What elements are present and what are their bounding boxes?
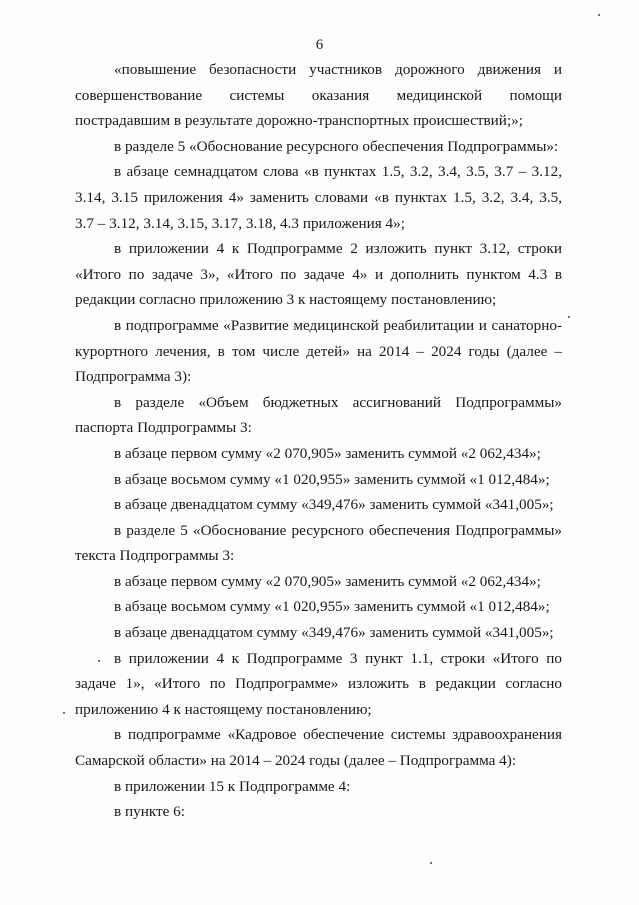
text-line: в разделе 5 «Обоснование ресурсного обеспечения Подпрограммы»: <box>114 137 559 155</box>
text-line: текста Подпрограммы 3: <box>75 547 235 565</box>
text-line: Подпрограмма 3): <box>75 368 192 386</box>
text-line: пострадавшим в результате дорожно-транспортных происшествий;»; <box>75 112 523 130</box>
text-line: Самарской области» на 2014 – 2024 годы (далее – Подпрограмма 4): <box>75 752 517 770</box>
text-line: 3.14, 3.15 приложения 4» заменить словами «в пунктах 1.5, 3.2, 3.4, 3.5, <box>75 188 562 206</box>
document-body <box>75 57 562 825</box>
text-line: в абзаце двенадцатом сумму «349,476» заменить суммой «341,005»; <box>114 496 554 514</box>
scan-speck <box>568 316 570 318</box>
text-line: в абзаце первом сумму «2 070,905» заменить суммой «2 062,434»; <box>114 572 541 590</box>
text-line: в абзаце восьмом сумму «1 020,955» заменить суммой «1 012,484»; <box>114 470 550 488</box>
text-line: в абзаце восьмом сумму «1 020,955» заменить суммой «1 012,484»; <box>114 598 550 616</box>
text-line: в абзаце двенадцатом сумму «349,476» заменить суммой «341,005»; <box>114 624 554 642</box>
text-line: в подпрограмме «Развитие медицинской реабилитации и санаторно- <box>114 316 562 334</box>
text-line: задаче 1», «Итого по Подпрограмме» изложить в редакции согласно <box>75 675 562 693</box>
scan-speck <box>63 712 65 714</box>
text-line: курортного лечения, в том числе детей» на 2014 – 2024 годы (далее – <box>75 342 562 360</box>
text-line: в абзаце первом сумму «2 070,905» заменить суммой «2 062,434»; <box>114 444 541 462</box>
scan-speck <box>598 14 600 16</box>
scan-speck <box>98 660 100 662</box>
text-line: паспорта Подпрограммы 3: <box>75 419 252 437</box>
text-line: приложению 4 к настоящему постановлению; <box>75 700 372 718</box>
text-line: в пункте 6: <box>114 803 185 821</box>
text-line: совершенствование системы оказания медицинской помощи <box>75 86 562 104</box>
text-line: в подпрограмме «Кадровое обеспечение системы здравоохранения <box>114 726 562 744</box>
page-number: 6 <box>315 37 324 53</box>
text-line: 3.7 – 3.12, 3.14, 3.15, 3.17, 3.18, 4.3 приложения 4»; <box>75 214 405 232</box>
text-line: в разделе 5 «Обоснование ресурсного обеспечения Подпрограммы» <box>114 521 562 539</box>
text-line: в приложении 15 к Подпрограмме 4: <box>114 777 351 795</box>
text-line: в абзаце семнадцатом слова «в пунктах 1.5, 3.2, 3.4, 3.5, 3.7 – 3.12, <box>114 163 562 181</box>
text-line: в разделе «Объем бюджетных ассигнований Подпрограммы» <box>114 393 562 411</box>
scan-speck <box>430 862 432 864</box>
text-line: редакции согласно приложению 3 к настоящему постановлению; <box>75 291 497 309</box>
text-line: «Итого по задаче 3», «Итого по задаче 4» и дополнить пунктом 4.3 в <box>75 265 562 283</box>
text-line: в приложении 4 к Подпрограмме 2 изложить пункт 3.12, строки <box>114 240 562 258</box>
text-line: в приложении 4 к Подпрограмме 3 пункт 1.1, строки «Итого по <box>114 649 562 667</box>
text-line: «повышение безопасности участников дорожного движения и <box>114 61 562 78</box>
